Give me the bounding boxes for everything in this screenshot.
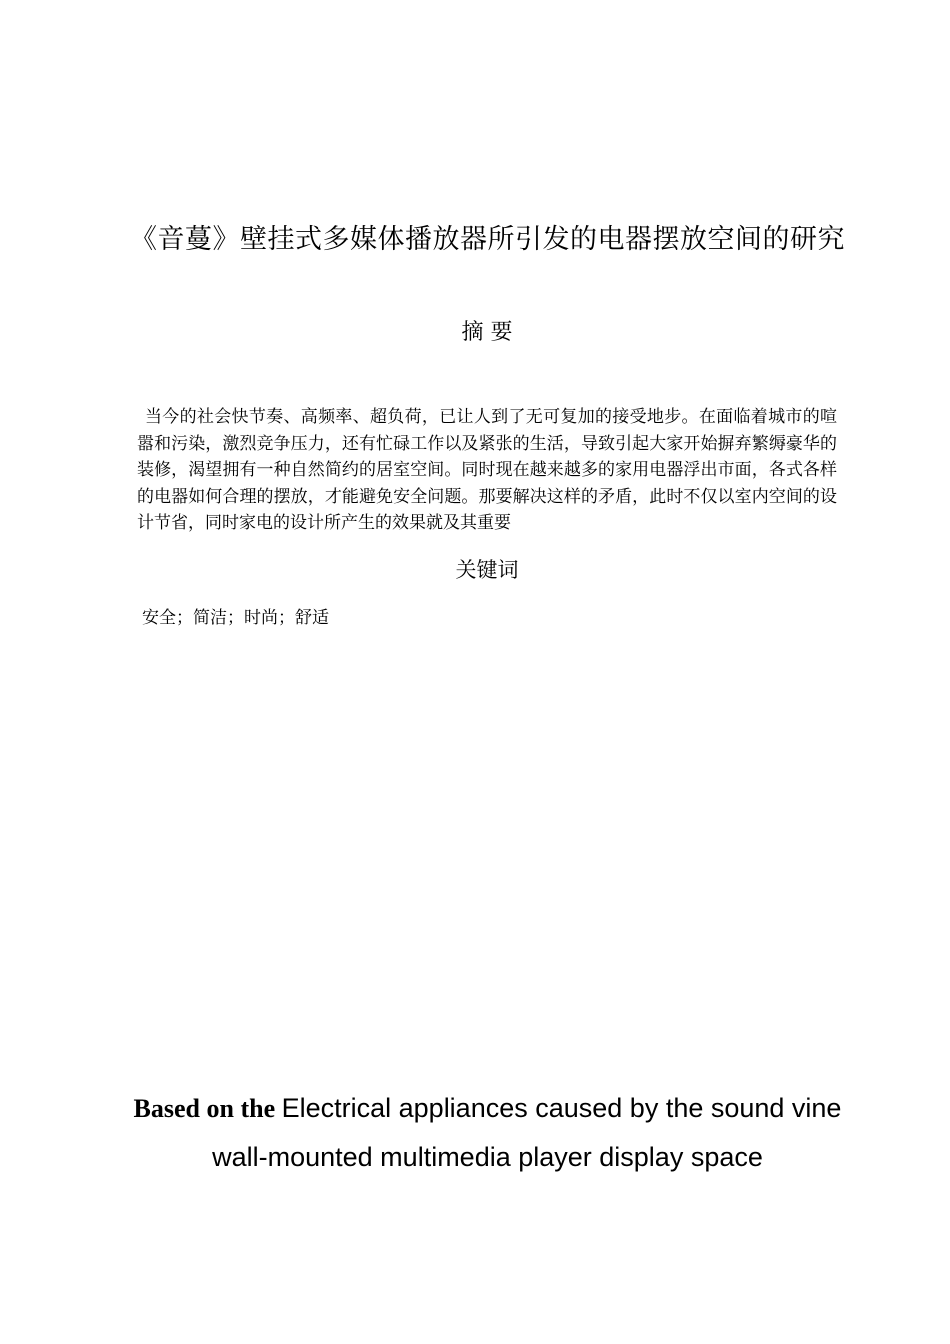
english-title (110, 1084, 865, 1182)
keywords-body: 安全；简洁；时尚；舒适 (142, 608, 329, 628)
keywords-heading: 关键词 (455, 558, 519, 582)
abstract-heading: 摘 要 (461, 320, 513, 345)
document-title: 《音蔓》壁挂式多媒体播放器所引发的电器摆放空间的研究 (130, 224, 845, 255)
english-title-part-2: Electrical appliances caused by the sound vine wall-mounted multimedia player display space (212, 1093, 842, 1172)
english-title-part-1: Based on the (133, 1094, 282, 1123)
abstract-body: 当今的社会快节奏、高频率、超负荷，已让人到了无可复加的接受地步。在面临着城市的喧嚣和污染，激烈竞争压力，还有忙碌工作以及紧张的生活，导致引起大家开始摒弃繁缛豪华的装修，渴望拥有一种自然简约的居室空间。同时现在越来越多的家用电器浮出市面，各式各样的电器如何合理的摆放，才能避免安全问题。那要解决这样的矛盾，此时不仅以室内空间的设计节省，同时家电的设计所产生的效果就及其重要 (137, 407, 837, 533)
